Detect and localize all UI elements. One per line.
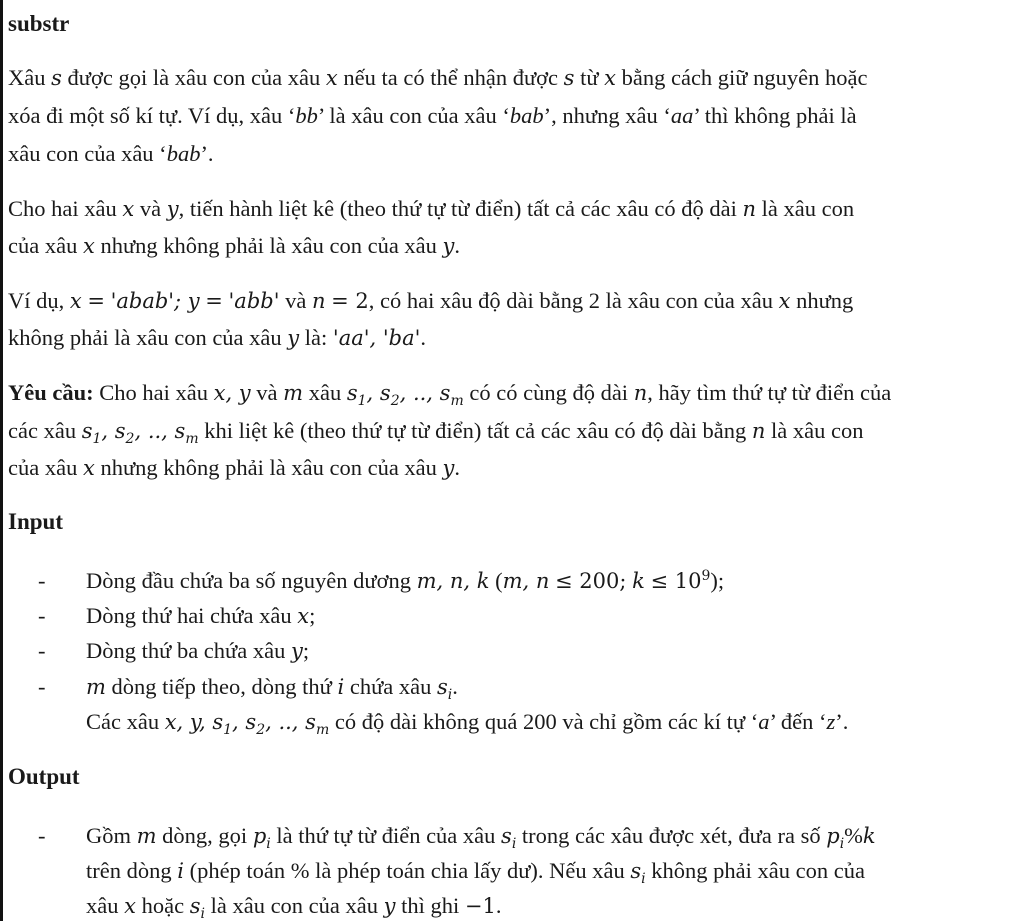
page-left-border bbox=[0, 0, 3, 921]
p1-line-2: xóa đi một số kí tự. Ví dụ, xâu ‘bb’ là xâu con của xâu ‘bab’, nhưng xâu ‘aa’ thì không phải là bbox=[8, 103, 857, 128]
input-note: Các xâu x, y, $s_1$, $s_2$, .., $s_m$ có độ dài không quá 200 và chỉ gồm các kí tự ‘a’ đến ‘z’. bbox=[86, 709, 849, 739]
problem-title: substr bbox=[8, 11, 70, 36]
req-line-3: của xâu x nhưng không phải là xâu con của xâu y. bbox=[8, 455, 461, 480]
req-label: Yêu cầu: bbox=[8, 380, 94, 405]
p1-line-3: xâu con của xâu ‘bab’. bbox=[8, 141, 214, 166]
input-heading: Input bbox=[8, 509, 63, 534]
req-line-1: Yêu cầu: Cho hai xâu x, y và m xâu $s_1$, $s_2$, .., $s_m$ có có cùng độ dài n, hãy tìm thứ tự từ điển của bbox=[8, 380, 892, 410]
bullet-dash: - bbox=[38, 568, 46, 593]
req-line-2: các xâu $s_1$, $s_2$, .., $s_m$ khi liệt kê (theo thứ tự từ điển) tất cả các xâu có độ dài bằng n là xâu con bbox=[8, 418, 864, 448]
p1-line-1: Xâu s được gọi là xâu con của xâu x nếu ta có thể nhận được s từ x bằng cách giữ nguyên hoặc bbox=[8, 65, 868, 90]
p2-line-1: Cho hai xâu x và y, tiến hành liệt kê (theo thứ tự từ điển) tất cả các xâu có độ dài n là xâu con bbox=[8, 196, 855, 221]
output-item-line-3: xâu x hoặc $s_i$ là xâu con của xâu y thì ghi −1. bbox=[86, 893, 502, 922]
p3-line-1: Ví dụ, x = 'abab'; y = 'abb' và n = 2, có hai xâu độ dài bằng 2 là xâu con của xâu x nhưng bbox=[8, 288, 854, 313]
bullet-dash: - bbox=[38, 638, 46, 663]
p3-line-2: không phải là xâu con của xâu y là: 'aa', 'ba'. bbox=[8, 325, 426, 350]
output-item-line-2: trên dòng i (phép toán % là phép toán chia lấy dư). Nếu xâu $s_i$ không phải xâu con của bbox=[86, 858, 865, 888]
bullet-dash: - bbox=[38, 674, 46, 699]
bullet-dash: - bbox=[38, 603, 46, 628]
output-heading: Output bbox=[8, 764, 80, 789]
p2-line-2: của xâu x nhưng không phải là xâu con của xâu y. bbox=[8, 233, 461, 258]
bullet-dash: - bbox=[38, 823, 46, 848]
